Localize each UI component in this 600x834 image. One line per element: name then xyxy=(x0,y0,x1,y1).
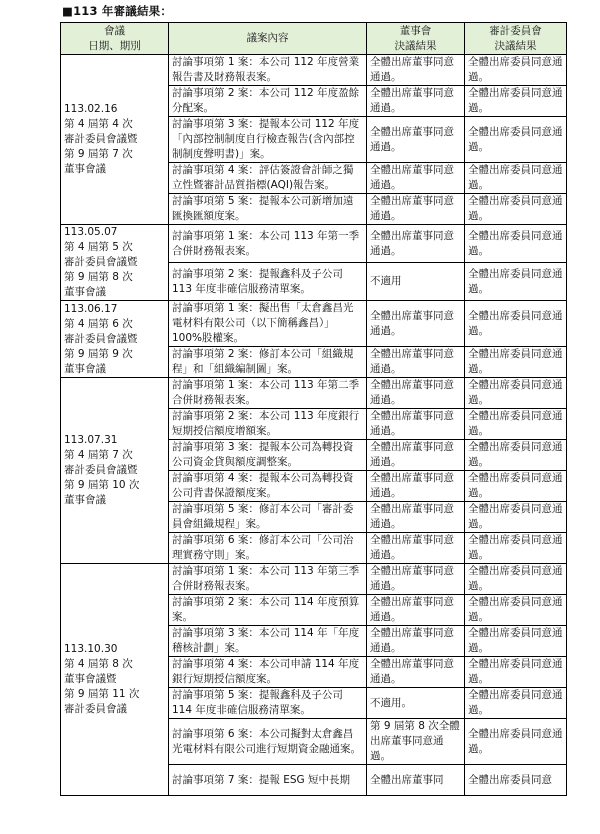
table-row xyxy=(61,225,567,263)
board-result-cell: 不適用 xyxy=(367,263,465,301)
section-heading: ■113 年審議結果： xyxy=(62,4,173,18)
agenda-item-cell: 討論事項第 2 案：本公司 112 年度盈餘分配案。 xyxy=(169,86,367,117)
audit-result-cell: 全體出席委員同意通過。 xyxy=(465,55,567,86)
board-result-cell: 全體出席董事同意通過。 xyxy=(367,347,465,378)
meeting-date-cell: 113.06.17 第 4 屆第 6 次 審計委員會議暨 第 9 屆第 9 次 董事會議 xyxy=(61,301,169,378)
board-result-cell: 全體出席董事同意通過。 xyxy=(367,657,465,688)
audit-result-cell: 全體出席委員同意通過。 xyxy=(465,626,567,657)
board-result-cell: 全體出席董事同意通過。 xyxy=(367,409,465,440)
audit-result-cell: 全體出席委員同意通過。 xyxy=(465,117,567,163)
header-board-result: 董事會 決議結果 xyxy=(367,23,465,55)
agenda-item-cell: 討論事項第 4 案：評估簽證會計師之獨立性暨審計品質指標(AQI)報告案。 xyxy=(169,163,367,194)
audit-result-cell: 全體出席委員同意通過。 xyxy=(465,657,567,688)
table-row xyxy=(61,301,567,347)
header-meeting: 會議 日期、期別 xyxy=(61,23,169,55)
agenda-item-cell: 討論事項第 1 案：擬出售「太倉鑫昌光電材料有限公司（以下簡稱鑫昌）」100%股權案。 xyxy=(169,301,367,347)
agenda-item-cell: 討論事項第 2 案：本公司 114 年度預算案。 xyxy=(169,595,367,626)
agenda-item-cell: 討論事項第 2 案：修訂本公司「組織規程」和「組織編制圖」案。 xyxy=(169,347,367,378)
audit-result-cell: 全體出席委員同意通過。 xyxy=(465,719,567,765)
header-audit-result: 審計委員會 決議結果 xyxy=(465,23,567,55)
board-result-cell: 全體出席董事同意通過。 xyxy=(367,471,465,502)
audit-result-cell: 全體出席委員同意通過。 xyxy=(465,347,567,378)
agenda-item-cell: 討論事項第 5 案：修訂本公司「審計委員會組織規程」案。 xyxy=(169,502,367,533)
board-result-cell: 全體出席董事同意通過。 xyxy=(367,225,465,263)
audit-result-cell: 全體出席委員同意通過。 xyxy=(465,595,567,626)
results-table xyxy=(60,22,567,796)
audit-result-cell: 全體出席委員同意通過。 xyxy=(465,263,567,301)
audit-result-cell: 全體出席委員同意通過。 xyxy=(465,409,567,440)
audit-result-cell: 全體出席委員同意通過。 xyxy=(465,440,567,471)
agenda-item-cell: 討論事項第 1 案：本公司 112 年度營業報告書及財務報表案。 xyxy=(169,55,367,86)
board-result-cell: 全體出席董事同意通過。 xyxy=(367,564,465,595)
audit-result-cell: 全體出席委員同意通過。 xyxy=(465,564,567,595)
agenda-item-cell: 討論事項第 5 案：提報本公司新增加遠匯換匯額度案。 xyxy=(169,194,367,225)
board-result-cell: 全體出席董事同意通過。 xyxy=(367,194,465,225)
board-result-cell: 全體出席董事同 xyxy=(367,765,465,796)
table-row xyxy=(61,378,567,409)
board-result-cell: 全體出席董事同意通過。 xyxy=(367,502,465,533)
board-result-cell: 全體出席董事同意通過。 xyxy=(367,378,465,409)
table-row xyxy=(61,564,567,595)
agenda-item-cell: 討論事項第 2 案：本公司 113 年度銀行短期授信額度增額案。 xyxy=(169,409,367,440)
audit-result-cell: 全體出席委員同意通過。 xyxy=(465,225,567,263)
table-row xyxy=(61,55,567,86)
audit-result-cell: 全體出席委員同意通過。 xyxy=(465,471,567,502)
table-body xyxy=(61,55,567,796)
meeting-date-cell: 113.07.31 第 4 屆第 7 次 審計委員會議暨 第 9 屆第 10 次 董事會議 xyxy=(61,378,169,564)
audit-result-cell: 全體出席委員同意通過。 xyxy=(465,163,567,194)
board-result-cell: 全體出席董事同意通過。 xyxy=(367,301,465,347)
agenda-item-cell: 討論事項第 4 案：本公司申請 114 年度銀行短期授信額度案。 xyxy=(169,657,367,688)
board-result-cell: 全體出席董事同意通過。 xyxy=(367,626,465,657)
header-content: 議案內容 xyxy=(169,23,367,55)
board-result-cell: 全體出席董事同意通過。 xyxy=(367,86,465,117)
agenda-item-cell: 討論事項第 6 案：本公司擬對太倉鑫昌光電材料有限公司進行短期資金融通案。 xyxy=(169,719,367,765)
audit-result-cell: 全體出席委員同意通過。 xyxy=(465,688,567,719)
board-result-cell: 全體出席董事同意通過。 xyxy=(367,55,465,86)
audit-result-cell: 全體出席委員同意通過。 xyxy=(465,194,567,225)
agenda-item-cell: 討論事項第 6 案：修訂本公司「公司治理實務守則」案。 xyxy=(169,533,367,564)
agenda-item-cell: 討論事項第 2 案：提報鑫科及子公司 113 年度非確信服務清單案。 xyxy=(169,263,367,301)
table-header-row xyxy=(61,23,567,55)
board-result-cell: 全體出席董事同意通過。 xyxy=(367,163,465,194)
board-result-cell: 第 9 屆第 8 次全體出席董事同意通過。 xyxy=(367,719,465,765)
audit-result-cell: 全體出席委員同意通過。 xyxy=(465,86,567,117)
agenda-item-cell: 討論事項第 7 案：提報 ESG 短中長期 xyxy=(169,765,367,796)
audit-result-cell: 全體出席委員同意通過。 xyxy=(465,378,567,409)
agenda-item-cell: 討論事項第 3 案：提報本公司 112 年度「內部控制制度自行檢查報告(含內部控制制度聲明書)」案。 xyxy=(169,117,367,163)
agenda-item-cell: 討論事項第 3 案：本公司 114 年「年度稽核計劃」案。 xyxy=(169,626,367,657)
meeting-date-cell: 113.05.07 第 4 屆第 5 次 審計委員會議暨 第 9 屆第 8 次 董事會議 xyxy=(61,225,169,301)
audit-result-cell: 全體出席委員同意通過。 xyxy=(465,533,567,564)
board-result-cell: 全體出席董事同意通過。 xyxy=(367,117,465,163)
board-result-cell: 全體出席董事同意通過。 xyxy=(367,533,465,564)
agenda-item-cell: 討論事項第 3 案：提報本公司為轉投資公司資金貸與額度調整案。 xyxy=(169,440,367,471)
agenda-item-cell: 討論事項第 1 案：本公司 113 年第三季合併財務報表案。 xyxy=(169,564,367,595)
board-result-cell: 全體出席董事同意通過。 xyxy=(367,595,465,626)
audit-result-cell: 全體出席委員同意 xyxy=(465,765,567,796)
audit-result-cell: 全體出席委員同意通過。 xyxy=(465,502,567,533)
board-result-cell: 不適用。 xyxy=(367,688,465,719)
meeting-date-cell: 113.10.30 第 4 屆第 8 次 董事會議暨 第 9 屆第 11 次 審計委員會議 xyxy=(61,564,169,796)
agenda-item-cell: 討論事項第 1 案：本公司 113 年第二季合併財務報表案。 xyxy=(169,378,367,409)
board-result-cell: 全體出席董事同意通過。 xyxy=(367,440,465,471)
agenda-item-cell: 討論事項第 5 案：提報鑫科及子公司 114 年度非確信服務清單案。 xyxy=(169,688,367,719)
audit-result-cell: 全體出席委員同意通過。 xyxy=(465,301,567,347)
agenda-item-cell: 討論事項第 1 案：本公司 113 年第一季合併財務報表案。 xyxy=(169,225,367,263)
meeting-date-cell: 113.02.16 第 4 屆第 4 次 審計委員會議暨 第 9 屆第 7 次 董事會議 xyxy=(61,55,169,225)
agenda-item-cell: 討論事項第 4 案：提報本公司為轉投資公司背書保證額度案。 xyxy=(169,471,367,502)
